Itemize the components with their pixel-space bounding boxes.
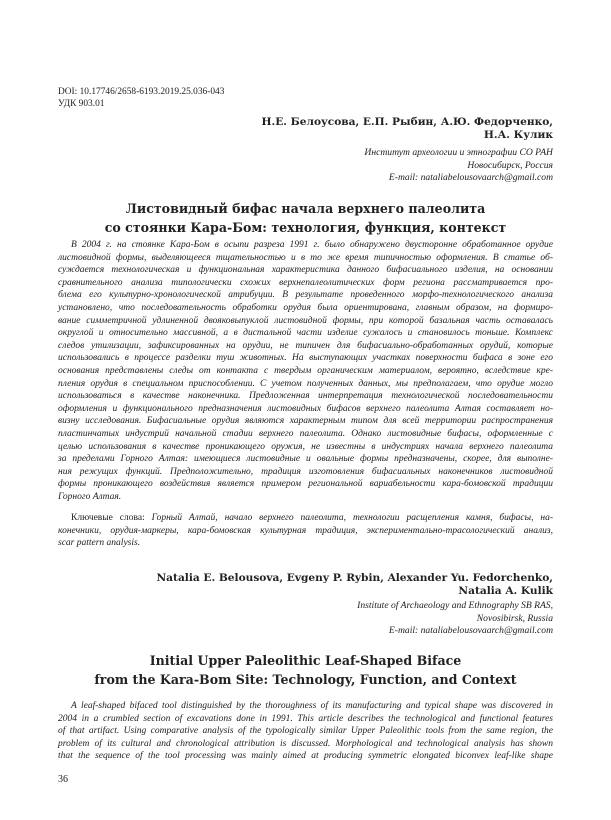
keywords-line — [58, 525, 553, 538]
keywords-line — [58, 512, 553, 525]
en-affiliation — [357, 600, 553, 638]
abstract-line: сравнительного анализа типологически схожих верхнепалеолитических форм региона рассматривается про- — [58, 277, 553, 288]
title-line: Листовидный бифас начала верхнего палеолита — [125, 201, 486, 216]
page-number: 36 — [58, 774, 68, 785]
ru-authors — [262, 116, 553, 142]
abstract-line: В 2004 г. на стоянке Кара-Бом в осыпи разреза 1991 г. было обнаружено двусторонне обработанное орудие — [71, 240, 553, 250]
abstract-line: ния режущих функций. Предположительно, традиция изготовления бифасиальных наконечников листовидной — [58, 466, 553, 477]
abstract-line: оформления и функционального предназначения листовидных бифасов верхнего палеолита Алтая составляет но- — [58, 403, 553, 414]
abstract-line: формы проникающего воздействия является примером региональной вариабельности кара-бомовской традиции — [58, 479, 553, 490]
keywords-text: scar pattern analysis. — [58, 538, 141, 549]
abstract-line: вание симметричной удлиненной двояковыпуклой листовидной формы, при которой базальная часть оставалась — [58, 315, 553, 326]
abstract-line: округлой и относительно массивной, а в дистальной части изделие сужалось и становилось тоньше. Комплекс — [58, 328, 553, 339]
abstract-line: пластинчатых индустрий начальной стадии верхнего палеолита. Однако листовидные бифасы, оформленные с — [58, 428, 553, 439]
city: Новосибирск, Россия — [467, 159, 553, 171]
email[interactable]: E-mail: nataliabelousovaarch@gmail.com — [388, 625, 553, 637]
ru-abstract — [58, 239, 553, 503]
doi — [58, 86, 224, 110]
author-line: Natalia E. Belousova, Evgeny P. Rybin, Alexander Yu. Fedorchenko, — [156, 572, 553, 584]
abstract-line: использоваться в качестве наконечника. Предложенная интерпретация технологической последовательности — [58, 391, 553, 402]
abstract-line: целью использования в качестве проникающего оружия, не известны в индустриях начала верхнего палеолита — [58, 441, 553, 452]
ru-title — [40, 199, 571, 237]
keywords-text: Горный Алтай, начало верхнего палеолита, технологии расщепления камня, бифасы, на- — [151, 513, 553, 523]
author-line: Н.Е. Белоусова, Е.П. Рыбин, А.Ю. Федорченко, — [261, 116, 553, 128]
institution: Institute of Archaeology and Ethnography SB RAS, — [357, 600, 553, 611]
abstract-line: основания представлены следы от контакта с твердым органическим материалом, вероятно, вследствие кре- — [58, 365, 553, 376]
en-abstract — [58, 700, 553, 763]
abstract-line: problem of its cultural and chronological attribution is discussed. Morphological and technological analysis has shown — [58, 738, 553, 749]
abstract-line: 2004 in a crumbled section of excavations done in 1991. This article describes the technological and functional features — [58, 713, 553, 724]
keywords-text: конечники, орудия-маркеры, кара-бомовская культурная традиция, экспериментально-трасологический анализ, — [58, 525, 553, 536]
ru-affiliation — [364, 147, 553, 185]
en-title — [40, 651, 571, 689]
abstract-line: за пределами Горного Алтая: имеющиеся листовидные и овальные формы предназначены, скорее, для выполне- — [58, 454, 553, 465]
title-line: from the Kara-Bom Site: Technology, Function, and Context — [94, 672, 517, 687]
abstract-line: листовидной формы, выделяющееся тщательностью и в то же время типичностью оформления. В статье об- — [58, 252, 553, 263]
abstract-line: блема его культурно-хронологической атрибуции. В результате проведенного морфо-технологического анализа — [58, 290, 553, 301]
abstract-line: использовались в процессе разделки туш животных. На выступающих участках поверхности бифаса в зоне его — [58, 353, 553, 364]
keywords-line — [58, 537, 553, 550]
email[interactable]: E-mail: nataliabelousovaarch@gmail.com — [388, 172, 553, 184]
abstract-line: Горного Алтая. — [58, 491, 122, 502]
en-authors — [157, 572, 554, 598]
ru-keywords — [58, 512, 553, 550]
title-line: со стоянки Кара-Бом: технология, функция, контекст — [104, 220, 507, 235]
abstract-line: установлено, что последовательность обработки орудия была ориентирована, главным образом, на формиро- — [58, 302, 553, 313]
udk-text: УДК 903.01 — [58, 99, 105, 109]
abstract-line: that the sequence of the tool processing was mainly aimed at producing symmetric elongated biconvex leaf-like shape — [58, 751, 553, 762]
author-line: Н.А. Кулик — [483, 129, 553, 141]
city: Novosibirsk, Russia — [476, 612, 553, 624]
abstract-line: пления орудия в специальном приспособлении. С учетом полученных данных, мы предполагаем, что орудие могло — [58, 378, 553, 389]
abstract-line: визну исследования. Бифасиальные орудия являются характерным типом для всей территории распространения — [58, 416, 553, 427]
title-line: Initial Upper Paleolithic Leaf-Shaped Biface — [149, 653, 462, 668]
abstract-line: of that artifact. Using comparative analysis of the typologically similar Upper Paleolithic tools from the same region, the — [58, 726, 553, 737]
abstract-line: следов утилизации, зафиксированных на орудии, не типичен для бифасиально-обработанных орудий, которые — [58, 340, 553, 351]
abstract-line: суждается технологическая и функциональная характеристика данного бифасиального изделия, на основании — [58, 265, 553, 276]
keywords-label: Ключевые слова: — [71, 513, 145, 523]
author-line: Natalia A. Kulik — [458, 585, 553, 597]
doi-text: DOI: 10.17746/2658-6193.2019.25.036-043 — [58, 87, 225, 97]
abstract-line: A leaf-shaped bifaced tool distinguished by the thoroughness of its manufacturing and typical shape was discovered in — [71, 701, 553, 711]
institution: Институт археологии и этнографии СО РАН — [364, 147, 553, 158]
